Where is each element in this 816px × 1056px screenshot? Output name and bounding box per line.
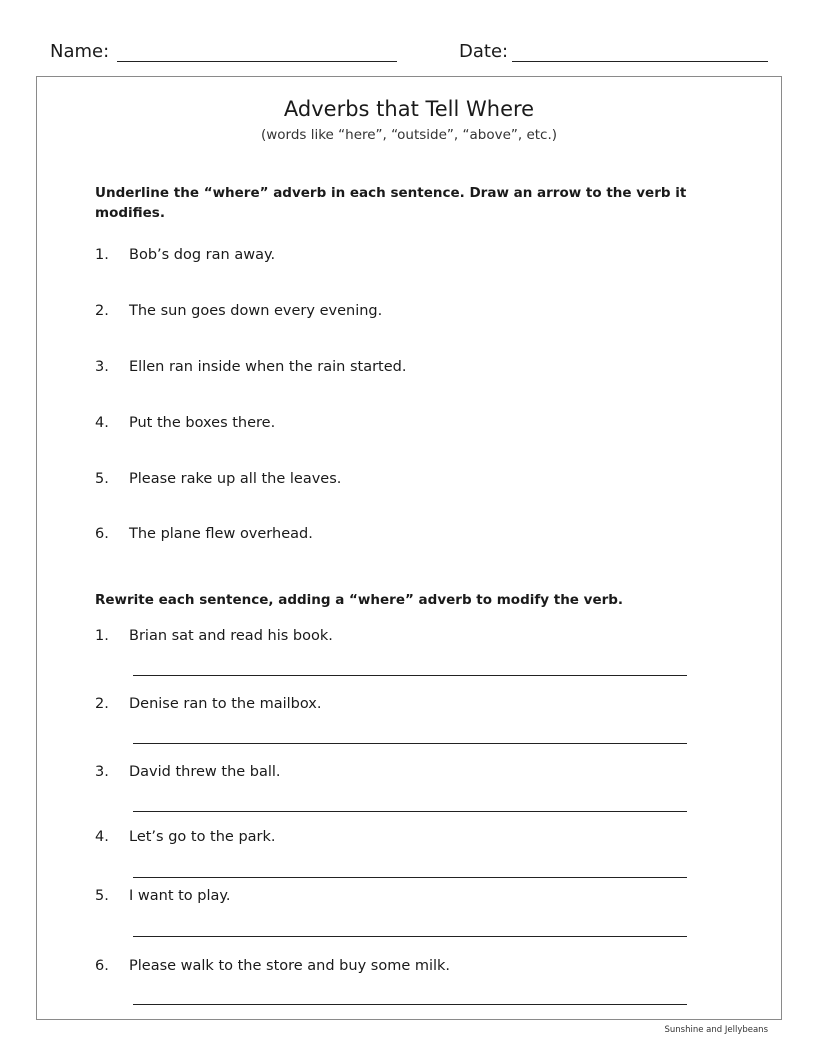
part2-item-4-sentence: Let’s go to the park. <box>129 829 276 845</box>
part2-item-2-answer-line[interactable] <box>133 743 687 744</box>
part2-item-5-answer-line[interactable] <box>133 936 687 937</box>
part2-instruction: Rewrite each sentence, adding a “where” adverb to modify the verb. <box>95 592 624 608</box>
part1-item-2-number: 2. <box>95 303 109 319</box>
part2-item-1-answer-line[interactable] <box>133 675 687 676</box>
part2-item-6-number: 6. <box>95 958 109 974</box>
part1-item-1-sentence[interactable]: Bob’s dog ran away. <box>129 247 276 263</box>
part2-item-3-number: 3. <box>95 764 109 780</box>
part2-item-6-answer-line[interactable] <box>133 1004 687 1005</box>
part2-item-2-number: 2. <box>95 696 109 712</box>
part1-item-5-sentence[interactable]: Please rake up all the leaves. <box>129 471 342 487</box>
part1-item-6-number: 6. <box>95 526 109 542</box>
part1-item-2-sentence[interactable]: The sun goes down every evening. <box>129 303 383 319</box>
part2-item-5-sentence: I want to play. <box>129 888 231 904</box>
part1-item-4-number: 4. <box>95 415 109 431</box>
part1-item-6-sentence[interactable]: The plane flew overhead. <box>129 526 313 542</box>
name-label: Name: <box>50 41 110 62</box>
part1-item-1-number: 1. <box>95 247 109 263</box>
part2-item-4-number: 4. <box>95 829 109 845</box>
part2-item-3-sentence: David threw the ball. <box>129 764 281 780</box>
worksheet-title: Adverbs that Tell Where <box>283 97 535 121</box>
part2-item-2-sentence: Denise ran to the mailbox. <box>129 696 322 712</box>
part1-item-3-sentence[interactable]: Ellen ran inside when the rain started. <box>129 359 407 375</box>
part2-item-1-sentence: Brian sat and read his book. <box>129 628 333 644</box>
part2-item-5-number: 5. <box>95 888 109 904</box>
part1-item-5-number: 5. <box>95 471 109 487</box>
part1-instruction: Underline the “where” adverb in each sentence. Draw an arrow to the verb it modifies. <box>95 185 687 221</box>
part1-item-3-number: 3. <box>95 359 109 375</box>
date-write-line[interactable] <box>512 61 768 62</box>
part2-item-1-number: 1. <box>95 628 109 644</box>
part1-item-4-sentence[interactable]: Put the boxes there. <box>129 415 276 431</box>
name-write-line[interactable] <box>117 61 397 62</box>
footer-credit: Sunshine and Jellybeans <box>664 1025 768 1035</box>
part2-item-6-sentence: Please walk to the store and buy some milk. <box>129 958 451 974</box>
part2-item-3-answer-line[interactable] <box>133 811 687 812</box>
date-label: Date: <box>459 41 509 62</box>
worksheet-subtitle: (words like “here”, “outside”, “above”, etc.) <box>260 127 558 143</box>
part2-item-4-answer-line[interactable] <box>133 877 687 878</box>
